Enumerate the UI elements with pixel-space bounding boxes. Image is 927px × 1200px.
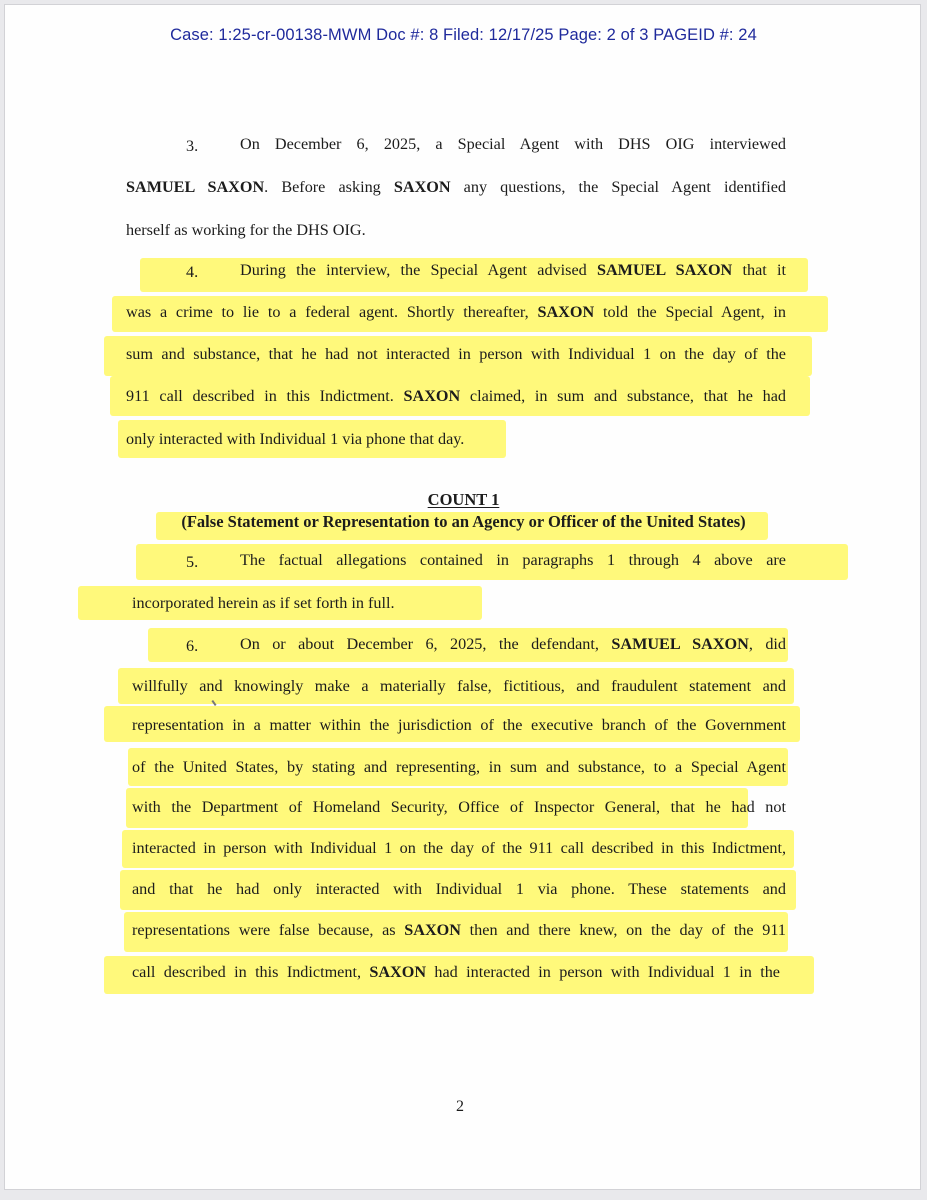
defendant-name: SAXON [537,303,595,321]
paragraph-6-line-7 [132,879,786,899]
defendant-name: SAXON [369,963,427,981]
text-run: , did [748,635,787,653]
paragraph-4-line-1 [240,260,786,280]
text-run: that it [732,261,786,279]
paragraph-number: 4. [186,263,199,281]
text-run: representation in a matter within the jurisdiction of the executive branch of the Government [132,716,786,734]
count-title: COUNT 1 [427,490,500,509]
text-run: then and there knew, on the day of the 911 [460,921,786,939]
text-run: . Before asking [264,178,394,196]
text-run: only interacted with Individual 1 via phone that day. [126,430,465,448]
text-run: call described in this Indictment, [132,963,370,981]
defendant-name: SAMUEL SAXON [596,261,733,279]
text-run: was a crime to lie to a federal agent. Shortly thereafter, [126,303,538,321]
paragraph-3-line-1 [240,134,786,154]
text-run: herself as working for the DHS OIG. [126,221,366,239]
page-number: 2 [456,1098,464,1115]
text-run: representations were false because, as [132,921,405,939]
paragraph-6-line-5 [132,797,786,817]
text-run: told the Special Agent, in [594,303,786,321]
paragraph-5-line-1 [240,550,786,570]
paragraph-4-line-5 [126,429,464,449]
text-run: had interacted in person with Individual 1 in the [426,963,780,981]
text-run: with the Department of Homeland Security, Office of Inspector General, that he had not [132,798,786,816]
text-run: incorporated herein as if set forth in full. [132,594,395,612]
paragraph-3-line-3 [126,220,366,240]
text-run: any questions, the Special Agent identified [450,178,786,196]
paragraph-6-line-4 [132,757,786,777]
paragraph-6-line-3 [132,715,786,735]
defendant-name: SAXON [393,178,451,196]
paragraph-3-line-2 [126,177,786,197]
text-run: of the United States, by stating and representing, in sum and substance, to a Special Agent [132,758,786,776]
paragraph-6-line-6 [132,838,786,858]
text-run: sum and substance, that he had not interacted in person with Individual 1 on the day of the [126,345,786,363]
paragraph-6-line-9 [132,962,780,982]
defendant-name: SAMUEL SAXON [611,635,749,653]
text-run: interacted in person with Individual 1 on the day of the 911 call described in this Indictment, [132,839,786,857]
defendant-name: SAXON [403,387,461,405]
paragraph-4-line-2 [126,302,786,322]
paragraph-number: 5. [186,553,199,571]
paragraph-6-line-8 [132,920,786,940]
paragraph-6-line-1 [240,634,786,654]
defendant-name: SAXON [404,921,461,939]
paragraph-number: 6. [186,637,199,655]
text-run: The factual allegations contained in paragraphs 1 through 4 above are [240,551,786,569]
count-subtitle: (False Statement or Representation to an Agency or Officer of the United States) [181,512,746,531]
paragraph-6-line-2 [132,676,786,696]
paragraph-4-line-3 [126,344,786,364]
text-run: During the interview, the Special Agent advised [240,261,597,279]
text-run: and that he had only interacted with Individual 1 via phone. These statements and [132,880,786,898]
count-heading [0,490,927,510]
text-run: On or about December 6, 2025, the defendant, [240,635,612,653]
text-run: claimed, in sum and substance, that he had [460,387,787,405]
paragraph-4-line-4 [126,386,786,406]
text-run: willfully and knowingly make a materially false, fictitious, and fraudulent statement and [132,677,786,695]
text-run: On December 6, 2025, a Special Agent with DHS OIG interviewed [240,135,786,153]
defendant-name: SAMUEL SAXON [126,178,265,196]
case-header: Case: 1:25-cr-00138-MWM Doc #: 8 Filed: 12/17/25 Page: 2 of 3 PAGEID #: 24 [170,26,757,44]
text-run: 911 call described in this Indictment. [126,387,404,405]
paragraph-number: 3. [186,137,199,155]
paragraph-5-line-2 [132,593,395,613]
